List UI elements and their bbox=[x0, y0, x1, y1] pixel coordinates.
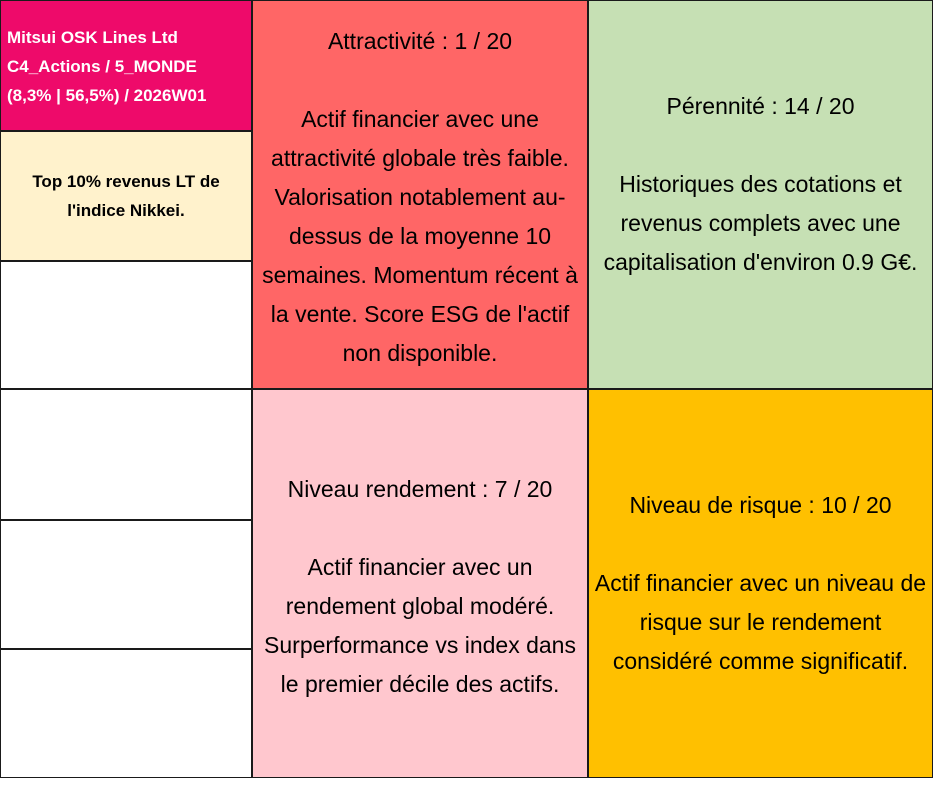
rendement-title: Niveau rendement : 7 / 20 bbox=[287, 475, 553, 502]
asset-note: Top 10% revenus LT de l'indice Nikkei. bbox=[32, 172, 220, 220]
empty-cell-1 bbox=[0, 261, 252, 389]
empty-cell-3 bbox=[0, 520, 252, 649]
perennite-content bbox=[589, 87, 932, 282]
rendement-content bbox=[253, 470, 587, 704]
attractivite-body: Actif financier avec une attractivité globale très faible. Valorisation notablement au- dessus de la moyenne 10 semaines. Momentum récent à la vente. Score ESG de l'actif non disponible. bbox=[262, 106, 578, 366]
risque-content bbox=[589, 486, 932, 681]
asset-name: Mitsui OSK Lines Ltd bbox=[7, 28, 178, 47]
risque-panel bbox=[588, 389, 933, 778]
attractivite-title: Attractivité : 1 / 20 bbox=[327, 28, 513, 54]
risque-title: Niveau de risque : 10 / 20 bbox=[629, 492, 892, 518]
asset-header-cell bbox=[0, 0, 252, 131]
asset-header-block bbox=[7, 23, 206, 110]
attractivite-panel bbox=[252, 0, 588, 389]
rendement-panel bbox=[252, 389, 588, 778]
rendement-body: Actif financier avec un rendement global modéré. Surperformance vs index dans le premier décile des actifs. bbox=[264, 553, 576, 697]
empty-cell-4 bbox=[0, 649, 252, 778]
perennite-body: Historiques des cotations et revenus complets avec une capitalisation d'environ 0.9 G€. bbox=[603, 171, 918, 275]
risque-body: Actif financier avec un niveau de risque sur le rendement considéré comme significatif. bbox=[594, 570, 927, 674]
attractivite-content bbox=[253, 22, 587, 373]
asset-stats: (8,3% | 56,5%) / 2026W01 bbox=[7, 86, 207, 105]
asset-category: C4_Actions / 5_MONDE bbox=[7, 57, 197, 76]
asset-note-cell bbox=[0, 131, 252, 261]
empty-cell-2 bbox=[0, 389, 252, 520]
perennite-title: Pérennité : 14 / 20 bbox=[666, 93, 855, 119]
perennite-panel bbox=[588, 0, 933, 389]
